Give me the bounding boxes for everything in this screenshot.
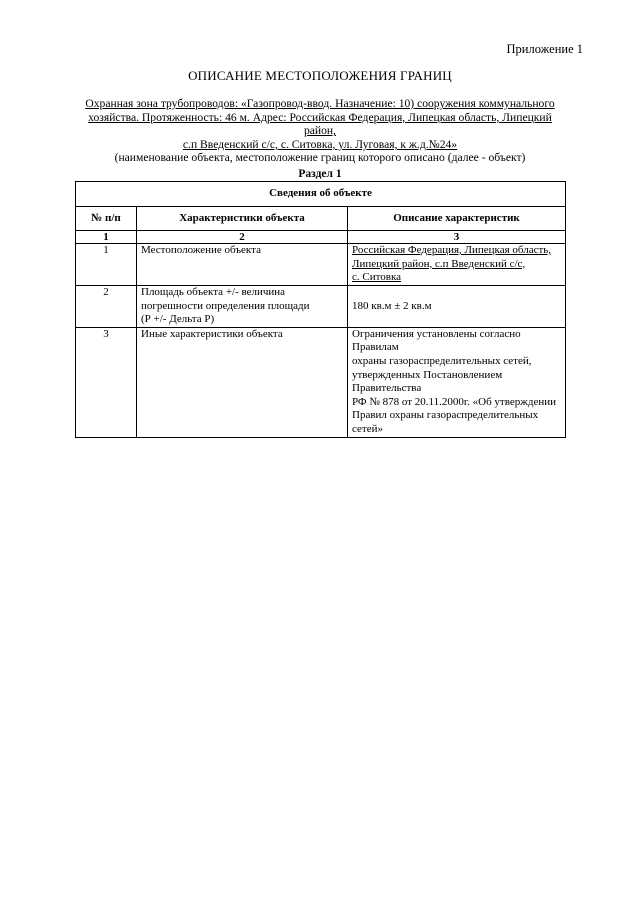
description-line: с. Ситовка — [352, 271, 402, 284]
object-info-table — [75, 181, 566, 438]
description-line: охраны газораспределительных сетей, — [352, 354, 532, 367]
table-row — [76, 244, 566, 286]
description-line: утвержденных Постановлением Правительства — [352, 368, 503, 395]
table-caption-row — [76, 182, 566, 207]
table-caption: Сведения об объекте — [76, 182, 566, 207]
appendix-label: Приложение 1 — [506, 42, 583, 56]
row-characteristic — [137, 286, 348, 328]
column-header-description: Описание характеристик — [348, 207, 566, 231]
row-description — [348, 244, 566, 286]
row-description — [348, 327, 566, 437]
column-number-1: 1 — [76, 231, 137, 244]
characteristic-line: Площадь объекта +/- величина — [141, 286, 286, 298]
table-row — [76, 286, 566, 328]
object-name-block — [75, 97, 565, 165]
characteristic-line: (Р +/- Дельта Р) — [141, 313, 215, 326]
object-name-note: (наименование объекта, местоположение границ которого описано (далее - объект) — [114, 151, 526, 165]
object-name-line-3: с.п Введенский с/с, с. Ситовка, ул. Луговая, к ж.д.№24» — [182, 137, 458, 151]
row-description: 180 кв.м ± 2 кв.м — [348, 286, 566, 328]
description-line: Ограничения установлены согласно Правилам — [352, 327, 521, 354]
row-number: 2 — [76, 286, 137, 328]
row-characteristic: Иные характеристики объекта — [137, 327, 348, 437]
column-number-3: 3 — [348, 231, 566, 244]
description-line: Российская Федерация, Липецкая область, — [352, 244, 552, 256]
column-number-2: 2 — [137, 231, 348, 244]
column-header-number: № п/п — [76, 207, 137, 231]
column-header-characteristic: Характеристики объекта — [137, 207, 348, 231]
table-row — [76, 327, 566, 437]
table-header-row — [76, 207, 566, 231]
description-line: РФ № 878 от 20.11.2000г. «Об утверждении — [352, 395, 556, 408]
description-line: Липецкий район, с.п Введенский с/с, — [352, 257, 526, 270]
object-name-line-1: Охранная зона трубопроводов: «Газопровод-ввод. Назначение: 10) сооружения коммунального — [85, 97, 555, 110]
section-label: Раздел 1 — [298, 168, 342, 180]
characteristic-line: погрешности определения площади — [141, 299, 310, 312]
object-name-line-2: хозяйства. Протяженность: 46 м. Адрес: Российская Федерация, Липецкая область, Липецкий район, — [88, 110, 552, 138]
column-number-row — [76, 231, 566, 244]
row-number: 3 — [76, 327, 137, 437]
row-number: 1 — [76, 244, 137, 286]
document-title: ОПИСАНИЕ МЕСТОПОЛОЖЕНИЯ ГРАНИЦ — [188, 68, 452, 83]
description-line: Правил охраны газораспределительных сетей» — [352, 409, 539, 435]
row-characteristic: Местоположение объекта — [137, 244, 348, 286]
